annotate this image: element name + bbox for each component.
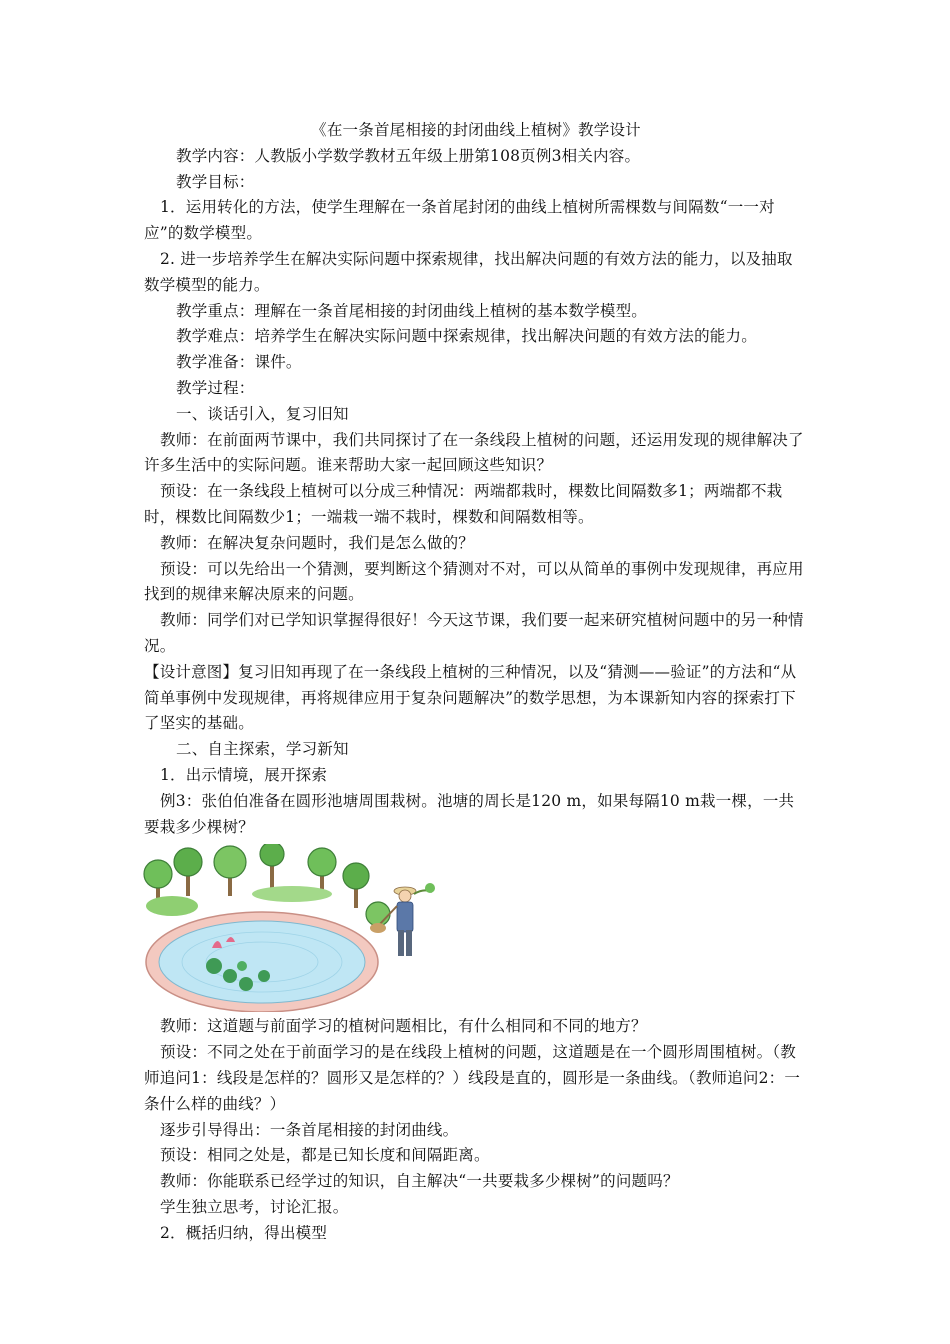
section-heading-1: 一、谈话引入，复习旧知 (176, 404, 349, 423)
paragraph-teacher-1: 教师：在前面两节课中，我们共同探讨了在一条线段上植树的问题，还运用发现的规律解决了许多生活中的实际问题。谁来帮助大家一起回顾这些知识？ (144, 430, 804, 475)
subsection-heading-1: 1．出示情境，展开探索 (160, 765, 328, 784)
document-page (144, 118, 808, 1246)
paragraph-example-3: 例3：张伯伯准备在圆形池塘周围栽树。池塘的周长是120 m，如果每隔10 m栽一棵，一共要栽多少棵树？ (144, 791, 795, 836)
paragraph-design-intent: 【设计意图】复习旧知再现了在一条线段上植树的三种情况，以及“猜测——验证”的方法和“从简单事例中发现规律，再将规律应用于复杂问题解决”的数学思想，为本课新知内容的探索打下了坚实的基础。 (144, 662, 797, 733)
tree-icon (343, 863, 369, 908)
paragraph-objective-2: 2. 进一步培养学生在解决实际问题中探索规律，找出解决问题的有效方法的能力，以及抽取数学模型的能力。 (144, 249, 793, 294)
bush-icon (146, 896, 198, 916)
pond-drawing (142, 844, 442, 1012)
tree-icon (174, 848, 202, 896)
paragraph-teacher-4: 教师：这道题与前面学习的植树问题相比，有什么相同和不同的地方？ (160, 1017, 647, 1036)
paragraph-content: 教学内容：人教版小学数学教材五年级上册第108页例3相关内容。 (176, 146, 641, 165)
paragraph-teacher-3: 教师：同学们对已学知识掌握得很好！今天这节课，我们要一起来研究植树问题中的另一种情况。 (144, 611, 804, 655)
tree-icon (366, 902, 390, 926)
paragraph-preset-2: 预设：可以先给出一个猜测，要判断这个猜测对不对，可以从简单的事例中发现规律，再应用找到的规律来解决原来的问题。 (144, 559, 804, 604)
section-heading-2: 二、自主探索，学习新知 (176, 740, 349, 759)
paragraph-objectives-heading: 教学目标： (176, 172, 255, 191)
pond-illustration (142, 844, 442, 1012)
paragraph-students: 学生独立思考，讨论汇报。 (160, 1197, 349, 1216)
tree-icon (214, 846, 246, 896)
paragraph-teacher-2: 教师：在解决复杂问题时，我们是怎么做的？ (160, 533, 475, 552)
paragraph-guide: 逐步引导得出：一条首尾相接的封闭曲线。 (160, 1120, 459, 1139)
document-title: 《在一条首尾相接的封闭曲线上植树》教学设计 (311, 121, 641, 139)
tree-icon (260, 844, 284, 888)
pond-water (159, 921, 365, 1003)
paragraph-teacher-5: 教师：你能联系已经学过的知识，自主解决“一共要栽多少棵树”的问题吗？ (160, 1172, 679, 1191)
paragraph-objective-1: 1．运用转化的方法，使学生理解在一条首尾封闭的曲线上植树所需棵数与间隔数“一一对应”的数学模型。 (144, 198, 775, 243)
paragraph-preparation: 教学准备：课件。 (176, 353, 302, 372)
paragraph-key-point: 教学重点：理解在一条首尾相接的封闭曲线上植树的基本数学模型。 (176, 301, 648, 320)
paragraph-preset-4: 预设：相同之处是，都是已知长度和间隔距离。 (160, 1146, 490, 1165)
paragraph-preset-3: 预设：不同之处在于前面学习的是在线段上植树的问题，这道题是在一个圆形周围植树。（教师追问1：线段是怎样的？圆形又是怎样的？）线段是直的，圆形是一条曲线。（教师追问2：一条什么样的曲线？） (144, 1043, 801, 1113)
bush-icon (252, 886, 332, 902)
paragraph-difficulty: 教学难点：培养学生在解决实际问题中探索规律，找出解决问题的有效方法的能力。 (176, 327, 757, 346)
subsection-heading-2: 2．概括归纳，得出模型 (160, 1223, 328, 1242)
paragraph-process-heading: 教学过程： (176, 378, 255, 397)
paragraph-preset-1: 预设：在一条线段上植树可以分成三种情况：两端都栽时，棵数比间隔数多1；两端都不栽时，棵数比间隔数少1；一端栽一端不栽时，棵数和间隔数相等。 (144, 482, 783, 526)
